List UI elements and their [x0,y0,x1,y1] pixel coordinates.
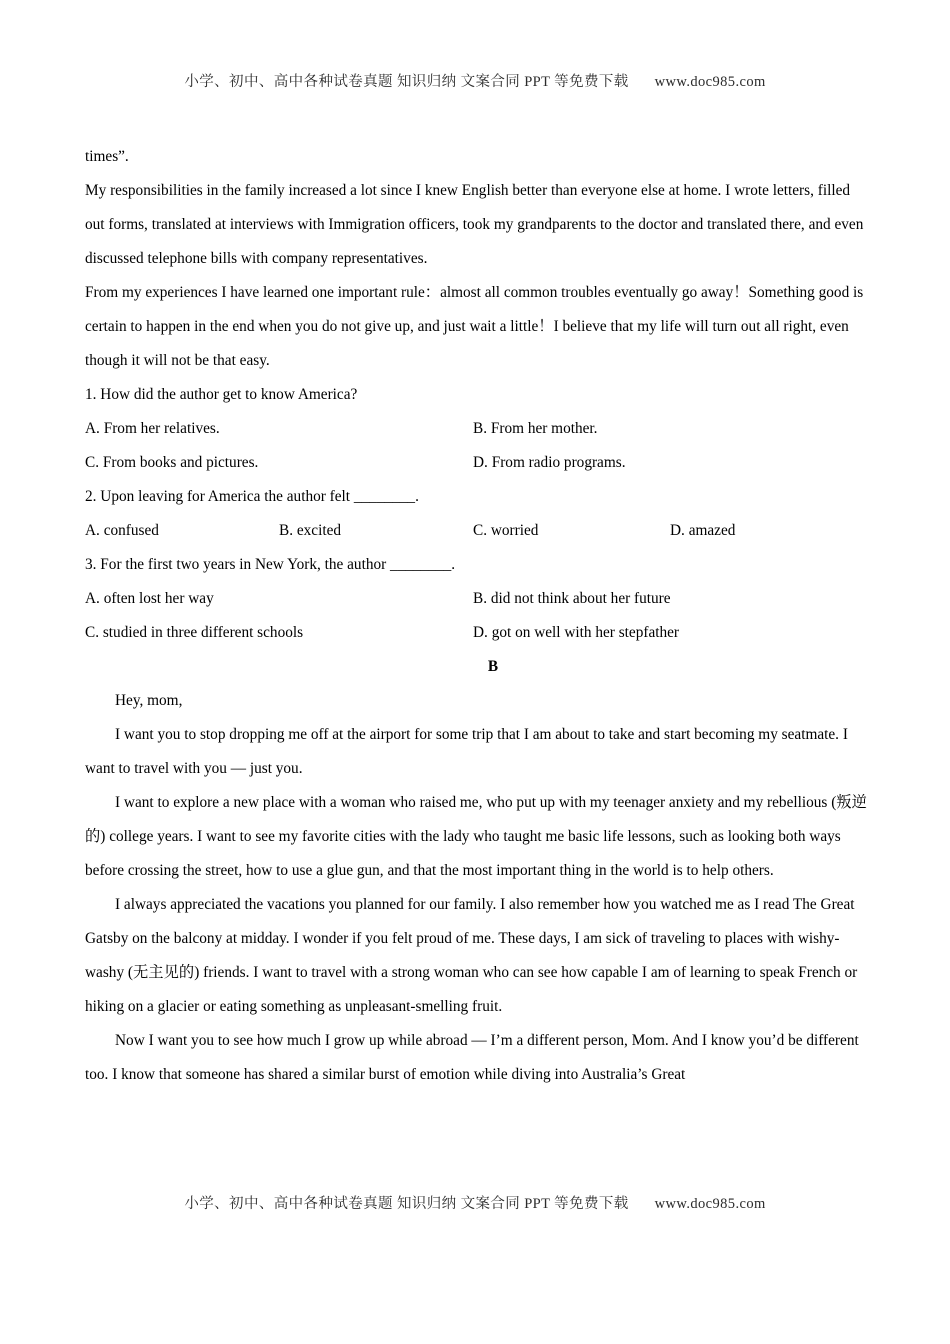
question-1-stem: 1. How did the author get to know America? [85,386,358,403]
question-1 [85,378,867,480]
question-2-stem: 2. Upon leaving for America the author felt ________. [85,488,419,505]
question-1-options-row-1 [85,412,867,446]
footer-watermark-text: 小学、初中、高中各种试卷真题 知识归纳 文案合同 PPT 等免费下载 [184,1196,629,1212]
question-3 [85,548,867,650]
header-watermark [0,70,950,91]
section-b-paragraph-2-text: I want to explore a new place with a woman who raised me, who put up with my teenager anxiety and my rebellious (叛逆的) college years. I want to see my favorite cities with the lady who taught me basic life lessons, such as looking both ways before crossing the street, how to use a glue gun, and that the most important thing in the world is to help others. [85,794,867,879]
question-3-options-row-1 [85,582,867,616]
question-2-option-c[interactable]: C. worried [473,522,539,539]
question-3-option-b[interactable]: B. did not think about her future [473,590,671,607]
question-3-option-c[interactable]: C. studied in three different schools [85,624,304,641]
passage-a-continuation-line: times”. [85,148,129,165]
question-3-options-row-2 [85,616,867,650]
question-3-stem: 3. For the first two years in New York, the author ________. [85,556,456,573]
footer-watermark [0,1192,950,1213]
question-3-option-d[interactable]: D. got on well with her stepfather [473,624,680,641]
passage-a-paragraph-2 [85,276,867,378]
question-1-option-a[interactable]: A. From her relatives. [85,420,220,437]
question-1-option-d[interactable]: D. From radio programs. [473,454,626,471]
passage-a-continuation [85,140,867,174]
header-watermark-text: 小学、初中、高中各种试卷真题 知识归纳 文案合同 PPT 等免费下载 [184,74,629,90]
question-2 [85,480,867,548]
section-b-paragraph-3-text: I always appreciated the vacations you planned for our family. I also remember how you watched me as I read The Great Gatsby on the balcony at midday. I wonder if you felt proud of me. These days, I am sick of traveling to places with wishy-washy (无主见的) friends. I want to travel with a strong woman who can see how capable I am of learning to speak French or hiking on a glacier or eating something as unpleasant-smelling fruit. [85,896,862,1015]
section-b-paragraph-1 [85,718,867,786]
section-b-salutation [85,684,867,718]
section-b-paragraph-4 [85,1024,867,1092]
question-1-option-c[interactable]: C. From books and pictures. [85,454,259,471]
passage-a-paragraph-2-text: From my experiences I have learned one important rule：almost all common troubles eventually go away！Something good is certain to happen in the end when you do not give up, and just wait a little！I believe that my life will turn out all right, even though it will not be that easy. [85,284,868,369]
passage-a-paragraph-1 [85,174,867,276]
section-b-paragraph-4-text: Now I want you to see how much I grow up while abroad — I’m a different person, Mom. And I know you’d be different too. I know that someone has shared a similar burst of emotion while diving into Australia’s Great [85,1032,863,1083]
question-2-option-b[interactable]: B. excited [279,522,342,539]
question-2-options-row [85,514,867,548]
footer-watermark-url: www.doc985.com [654,1196,766,1212]
passage-a-paragraph-1-text: My responsibilities in the family increased a lot since I knew English better than everyone else at home. I wrote letters, filled out forms, translated at interviews with Immigration officers, took my grandparents to the doctor and translated there, and even discussed telephone bills with company representatives. [85,182,868,267]
section-b-label: B [487,658,499,675]
section-b-paragraph-2 [85,786,867,888]
header-watermark-url: www.doc985.com [654,74,766,90]
question-2-option-d[interactable]: D. amazed [670,522,736,539]
question-1-options-row-2 [85,446,867,480]
question-2-option-a[interactable]: A. confused [85,522,159,539]
section-b-salutation-text: Hey, mom, [115,692,183,709]
section-b-paragraph-1-text: I want you to stop dropping me off at the airport for some trip that I am about to take and start becoming my seatmate. I want to travel with you — just you. [85,726,852,777]
document-body [85,140,867,1092]
section-b-paragraph-3 [85,888,867,1024]
question-3-option-a[interactable]: A. often lost her way [85,590,214,607]
question-1-option-b[interactable]: B. From her mother. [473,420,598,437]
